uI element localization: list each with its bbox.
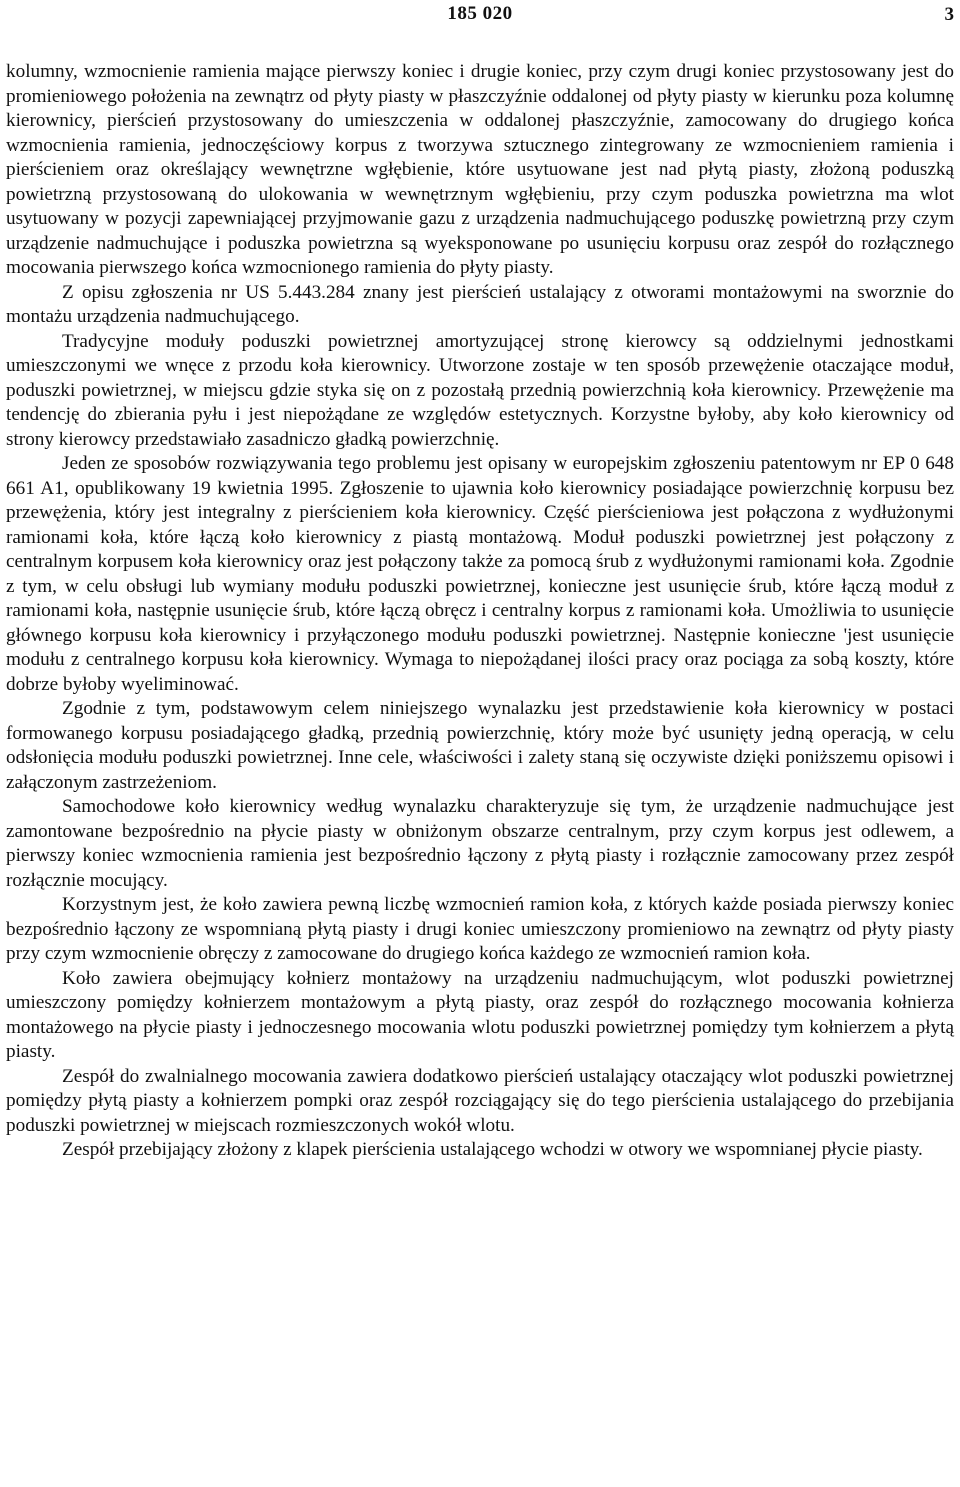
paragraph: Zespół do zwalnialnego mocowania zawiera dodatkowo pierścień ustalający otaczający wlot poduszki powietrznej pomiędzy płytą piasty a kołnierzem pompki oraz zespół rozciągający się do tego pierścienia ustalającego do przebijania poduszki powietrznej w miejscach rozmieszczonych wokół wlotu. bbox=[6, 1065, 954, 1136]
paragraph: Koło zawiera obejmujący kołnierz montażowy na urządzeniu nadmuchującym, wlot poduszki powietrznej umieszczony pomiędzy kołnierzem montażowym a płytą piasty, oraz zespół do rozłącznego mocowania kołnierza montażowego na płycie piasty i jednoczesnego mocowania wlotu poduszki powietrznej pomiędzy tym kołnierzem a płytą piasty. bbox=[6, 967, 954, 1062]
paragraph: Samochodowe koło kierownicy według wynalazku charakteryzuje się tym, że urządzenie nadmuchujące jest zamontowane bezpośrednio na płycie piasty w obniżonym obszarze centralnym, przy czym korpus jest odlewem, a pierwszy koniec wzmocnienia ramienia jest bezpośrednio łączony z płytą piasty i rozłącznie zamocowany przez zespół rozłącznie mocujący. bbox=[6, 796, 954, 891]
page-number: 3 bbox=[944, 4, 954, 25]
paragraph: Zespół przebijający złożony z klapek pierścienia ustalającego wchodzi w otwory we wspomnianej płycie piasty. bbox=[62, 1139, 923, 1160]
paragraph: Tradycyjne moduły poduszki powietrznej amortyzującej stronę kierowcy są oddzielnymi jednostkami umieszczonymi we wnęce z przodu koła kierownicy. Utworzone zostaje w ten sposób przewężenie otaczające moduł, poduszki powietrznej, w miejscu gdzie styka się on z pozostałą przednią powierzchnią koła kierownicy. Przewężenie ma tendencję do zbierania pyłu i jest niepożądane ze względów estetycznych. Korzystne byłoby, aby koło kierownicy od strony kierowcy przedstawiało zasadniczo gładką powierzchnię. bbox=[6, 330, 954, 450]
document-page bbox=[6, 0, 954, 1487]
paragraph: Korzystnym jest, że koło zawiera pewną liczbę wzmocnień ramion koła, z których każde posiada pierwszy koniec bezpośrednio łączony ze wspomnianą płytą piasty i drugi koniec umieszczony promieniowo na zewnątrz od płyty piasty przy czym wzmocnienie obręczy z zamocowane do drugiego końca każdego ze wzmocnień ramion koła. bbox=[6, 894, 954, 964]
body-text bbox=[6, 60, 954, 1163]
paragraph: Zgodnie z tym, podstawowym celem niniejszego wynalazku jest przedstawienie koła kierownicy w postaci formowanego korpusu posiadającego gładką, przednią powierzchnię, który może być usunięty jedną operacją, w celu odsłonięcia modułu poduszki powietrznej. Inne cele, właściwości i zalety staną się oczywiste dzięki poniższemu opisowi i załączonym zastrzeżeniom. bbox=[6, 698, 954, 793]
paragraph: Jeden ze sposobów rozwiązywania tego problemu jest opisany w europejskim zgłoszeniu patentowym nr EP 0 648 661 A1, opublikowany 19 kwietnia 1995. Zgłoszenie to ujawnia koło kierownicy posiadające powierzchnię korpusu bez przewężenia, który jest integralny z pierścieniem koła kierownicy. Część pierścieniowa jest połączona z wydłużonymi ramionami koła, które łączą koło kierownicy z piastą montażową. Moduł poduszki powietrznej jest połączony z centralnym korpusem koła kierownicy oraz jest połączony także za pomocą śrub z wydłużonymi ramionami koła. Zgodnie z tym, w celu obsługi lub wymiany modułu poduszki powietrznej, konieczne jest usunięcie śrub, które łączą moduł z ramionami koła, następnie usunięcie śrub, które łączą obręcz i centralny korpus z ramionami koła. Umożliwia to usunięcie głównego korpusu koła kierownicy i przyłączonego modułu poduszki powietrznej. Następnie konieczne 'jest usunięcie modułu z centralnego korpusu koła kierownicy. Wymaga to niepożądanej ilości pracy oraz pociąga za sobą koszty, które dobrze byłoby wyeliminować. bbox=[6, 453, 954, 695]
paragraph-continuation: kolumny, wzmocnienie ramienia mające pierwszy koniec i drugie koniec, przy czym drugi koniec przystosowany jest do promieniowego położenia na zewnątrz od płyty piasty w płaszczyźnie oddalonej od płyty piasty w kierunku poza kolumnę kierownicy, pierścień przystosowany do umieszczenia w oddalonej płaszczyźnie, zamocowany do drugiego końca wzmocnienia ramienia, jednoczęściowy korpus z tworzywa sztucznego zintegrowany ze wzmocnieniem ramienia i pierścieniem oraz określający wewnętrzne wgłębienie, które usytuowane jest nad płytą piasty, złożoną poduszką powietrzną przystosowaną do ulokowania w wewnętrznym wgłębieniu, przy czym poduszka powietrzna ma wlot usytuowany w pozycji zapewniającej przyjmowanie gazu z urządzenia nadmuchującego poduszkę powietrzną przy czym urządzenie nadmuchujące i poduszka powietrzna są wyeksponowane po usunięciu korpusu oraz zespół do rozłącznego mocowania pierwszego końca wzmocnionego ramienia do płyty piasty. bbox=[6, 61, 954, 278]
paragraph: Z opisu zgłoszenia nr US 5.443.284 znany jest pierścień ustalający z otworami montażowymi na sworznie do montażu urządzenia nadmuchującego. bbox=[6, 281, 954, 327]
patent-number: 185 020 bbox=[447, 3, 513, 24]
page-header bbox=[6, 0, 954, 30]
